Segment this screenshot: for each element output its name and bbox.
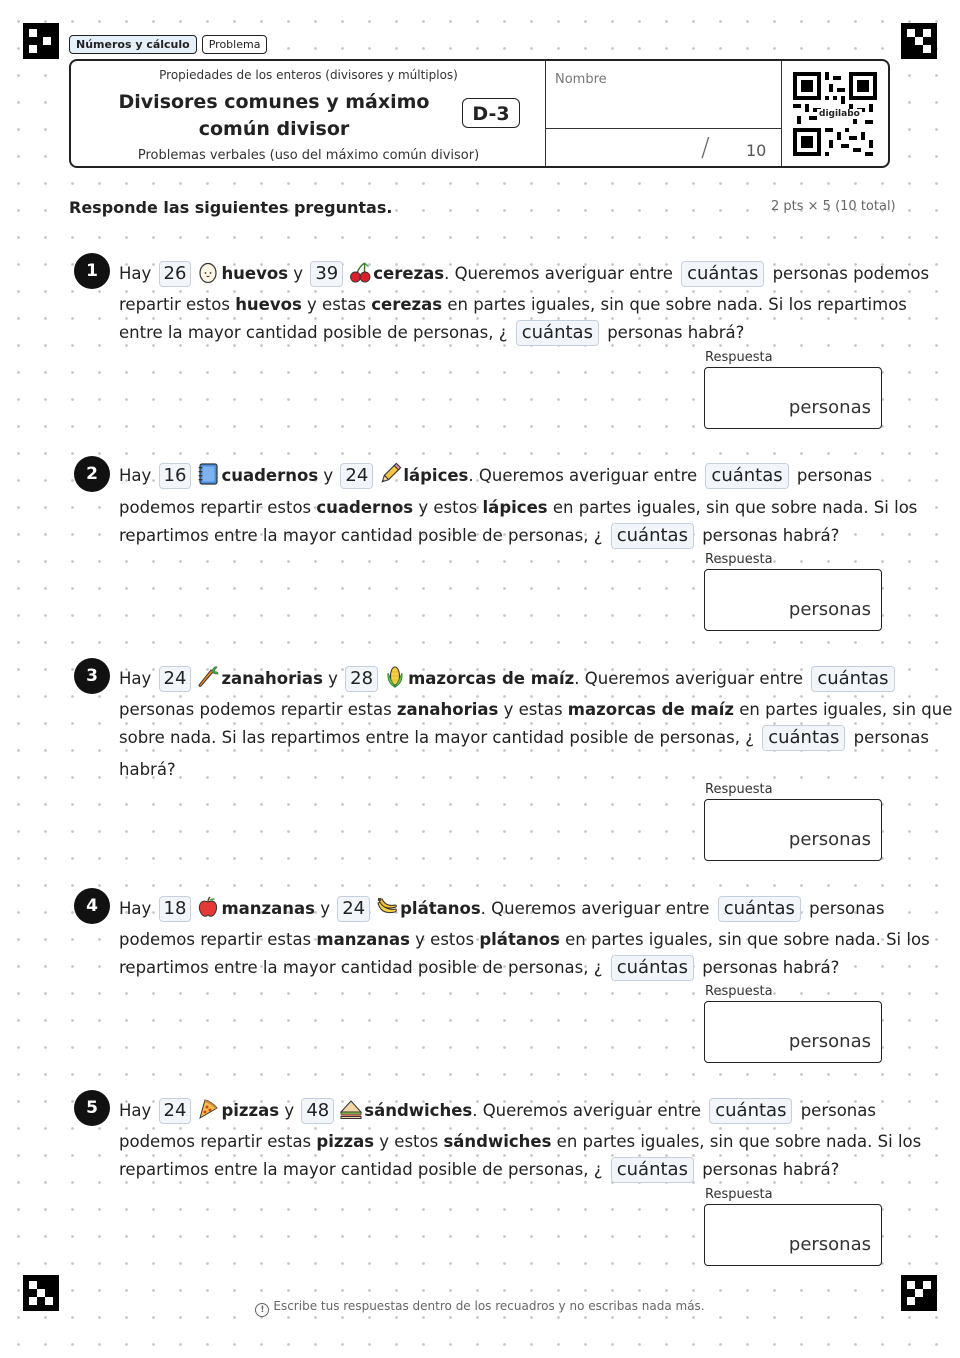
question-number: 5	[74, 1090, 110, 1126]
question-text: en partes iguales, sin que sobre nada. Si los	[547, 498, 918, 517]
question-text: y	[318, 466, 339, 485]
question-4-line-1	[119, 895, 884, 922]
question-4-line-2	[119, 928, 930, 952]
question-text: en partes iguales, sin que	[734, 700, 953, 719]
answer-unit: personas	[788, 599, 871, 620]
question-word-box: cuántas	[611, 523, 694, 549]
question-text: podemos repartir estas	[119, 1132, 317, 1151]
footer-note	[0, 1299, 960, 1317]
question-text: y	[288, 264, 309, 283]
score-slash: /	[701, 133, 710, 163]
question-text: y	[322, 669, 344, 688]
question-text: personas habrá?	[601, 323, 745, 342]
question-text: personas podemos repartir estas	[119, 700, 397, 719]
sandwich-icon	[339, 1097, 363, 1121]
answer-label: Respuesta	[705, 552, 773, 567]
question-5-line-1	[119, 1097, 876, 1124]
carrot-icon	[196, 665, 220, 689]
item-name: huevos	[235, 295, 302, 314]
pizza-icon	[196, 1097, 220, 1121]
answer-unit: personas	[788, 1234, 871, 1255]
question-text: personas	[803, 899, 885, 918]
header-divider	[545, 61, 546, 166]
question-text: . Queremos averiguar entre	[472, 1101, 707, 1120]
question-text: repartimos entre la mayor cantidad posible de personas, ¿	[119, 958, 608, 977]
footer-text: Escribe tus respuestas dentro de los recuadros y no escribas nada más.	[273, 1299, 705, 1313]
question-5-line-3	[119, 1157, 839, 1183]
name-field-label: Nombre	[555, 72, 607, 87]
quantity-number: 24	[159, 1098, 192, 1124]
header-divider	[781, 61, 782, 166]
question-text: y estos	[409, 930, 480, 949]
question-text: y estas	[498, 700, 568, 719]
question-word-box: cuántas	[718, 896, 801, 922]
question-text: repartir estos	[119, 295, 236, 314]
pencil-icon	[378, 462, 402, 486]
item-name: zanahorias	[396, 700, 499, 719]
question-word-box: cuántas	[611, 955, 694, 981]
answer-label: Respuesta	[705, 782, 773, 797]
answer-label: Respuesta	[705, 350, 773, 365]
apple-icon	[196, 895, 220, 919]
question-text: en partes iguales, sin que sobre nada. Si los repartimos	[442, 295, 907, 314]
egg-icon	[196, 260, 220, 284]
question-text: Hay	[119, 1101, 157, 1120]
item-name: pizzas	[221, 1101, 280, 1120]
item-name: huevos	[221, 264, 289, 283]
question-word-box: cuántas	[516, 320, 599, 346]
item-name: manzanas	[316, 930, 410, 949]
quantity-number: 24	[340, 463, 373, 489]
question-text: personas	[795, 1101, 876, 1120]
question-text: repartimos entre la mayor cantidad posible de personas, ¿	[119, 1160, 608, 1179]
item-name: lápices	[403, 466, 469, 485]
header-divider	[545, 128, 781, 129]
points-info: 2 pts × 5 (10 total)	[771, 199, 896, 214]
notebook-icon	[196, 462, 220, 486]
answer-box-4[interactable]	[704, 1001, 882, 1063]
info-icon: !	[255, 1303, 269, 1317]
question-2-line-2	[119, 496, 917, 520]
question-number: 4	[74, 888, 110, 924]
corner-marker-top-right	[901, 23, 937, 59]
quantity-number: 48	[301, 1098, 334, 1124]
header-caption: Problemas verbales (uso del máximo común divisor)	[137, 148, 480, 163]
question-text: habrá?	[119, 760, 176, 779]
tag-category: Números y cálculo	[69, 35, 197, 54]
question-text: podemos repartir estas	[119, 930, 317, 949]
question-3-line-4	[119, 758, 176, 782]
question-text: . Queremos averiguar entre	[574, 669, 809, 688]
question-word-box: cuántas	[681, 261, 764, 287]
answer-label: Respuesta	[705, 984, 773, 999]
cherries-icon	[348, 260, 372, 284]
item-name: lápices	[482, 498, 548, 517]
item-name: mazorcas de maíz	[567, 700, 735, 719]
answer-label: Respuesta	[705, 1187, 773, 1202]
worksheet-code: D-3	[462, 98, 520, 128]
question-text: y	[279, 1101, 300, 1120]
question-text: . Queremos averiguar entre	[444, 264, 679, 283]
question-word-box: cuántas	[709, 1098, 792, 1124]
quantity-number: 28	[345, 666, 378, 692]
corner-marker-top-left	[23, 23, 59, 59]
question-text: Hay	[119, 899, 157, 918]
answer-box-3[interactable]	[704, 799, 882, 861]
question-1-line-1	[119, 260, 929, 287]
question-3-line-2	[119, 698, 952, 722]
corn-icon	[383, 665, 407, 689]
question-number: 3	[74, 658, 110, 694]
question-4-line-3	[119, 955, 839, 981]
answer-unit: personas	[788, 397, 871, 418]
question-text: y	[314, 899, 336, 918]
item-name: cerezas	[371, 295, 443, 314]
item-name: mazorcas de maíz	[408, 669, 575, 688]
item-name: cerezas	[373, 264, 445, 283]
question-text: y estos	[413, 498, 483, 517]
instructions: Responde las siguientes preguntas.	[69, 198, 393, 217]
question-text: repartimos entre la mayor cantidad posible de personas, ¿	[119, 526, 608, 545]
answer-box-2[interactable]	[704, 569, 882, 631]
quantity-number: 26	[159, 261, 192, 287]
question-text: . Queremos averiguar entre	[480, 899, 715, 918]
question-2-line-1	[119, 462, 872, 489]
quantity-number: 24	[337, 896, 370, 922]
quantity-number: 18	[159, 896, 192, 922]
answer-unit: personas	[788, 1031, 871, 1052]
question-text: sobre nada. Si las repartimos entre la mayor cantidad posible de personas, ¿	[119, 728, 760, 747]
question-5-line-2	[119, 1130, 921, 1154]
question-text: y estos	[374, 1132, 444, 1151]
question-3-line-1	[119, 665, 898, 692]
question-text: en partes iguales, sin que sobre nada. Si los	[559, 930, 930, 949]
question-3-line-3	[119, 725, 929, 751]
question-text: personas	[848, 728, 929, 747]
question-text: y estas	[301, 295, 372, 314]
item-name: cuadernos	[316, 498, 414, 517]
question-text: personas	[791, 466, 873, 485]
answer-box-5[interactable]	[704, 1204, 882, 1266]
worksheet-header	[69, 59, 890, 168]
question-1-line-3	[119, 320, 744, 346]
question-number: 2	[74, 456, 110, 492]
item-name: zanahorias	[221, 669, 323, 688]
question-text: personas habrá?	[696, 1160, 840, 1179]
quantity-number: 39	[310, 261, 343, 287]
question-text: Hay	[119, 669, 157, 688]
item-name: manzanas	[221, 899, 315, 918]
tag-type: Problema	[202, 35, 268, 54]
question-word-box: cuántas	[811, 666, 894, 692]
category-tags	[69, 35, 267, 54]
question-text: Hay	[119, 466, 157, 485]
item-name: plátanos	[400, 899, 481, 918]
item-name: cuadernos	[221, 466, 319, 485]
question-word-box: cuántas	[611, 1157, 694, 1183]
answer-box-1[interactable]	[704, 367, 882, 429]
item-name: sándwiches	[443, 1132, 552, 1151]
item-name: plátanos	[479, 930, 560, 949]
item-name: pizzas	[316, 1132, 375, 1151]
question-text: podemos repartir estos	[119, 498, 317, 517]
header-subtitle: Propiedades de los enteros (divisores y múltiplos)	[159, 68, 458, 82]
question-text: . Queremos averiguar entre	[468, 466, 703, 485]
qr-brand-label: digilabo	[819, 109, 860, 119]
page-title: Divisores comunes y máximo común divisor	[118, 91, 430, 140]
question-1-line-2	[119, 293, 907, 317]
item-name: sándwiches	[364, 1101, 473, 1120]
question-text: entre la mayor cantidad posible de personas, ¿	[119, 323, 513, 342]
question-text: Hay	[119, 264, 157, 283]
question-text: personas habrá?	[696, 958, 840, 977]
question-2-line-3	[119, 523, 839, 549]
question-word-box: cuántas	[705, 463, 788, 489]
question-word-box: cuántas	[762, 725, 845, 751]
quantity-number: 16	[159, 463, 192, 489]
score-total: 10	[746, 141, 767, 160]
question-number: 1	[74, 253, 110, 289]
question-text: personas podemos	[767, 264, 930, 283]
banana-icon	[375, 895, 399, 919]
quantity-number: 24	[159, 666, 192, 692]
answer-unit: personas	[788, 829, 871, 850]
question-text: en partes iguales, sin que sobre nada. Si los	[551, 1132, 922, 1151]
question-text: personas habrá?	[696, 526, 840, 545]
